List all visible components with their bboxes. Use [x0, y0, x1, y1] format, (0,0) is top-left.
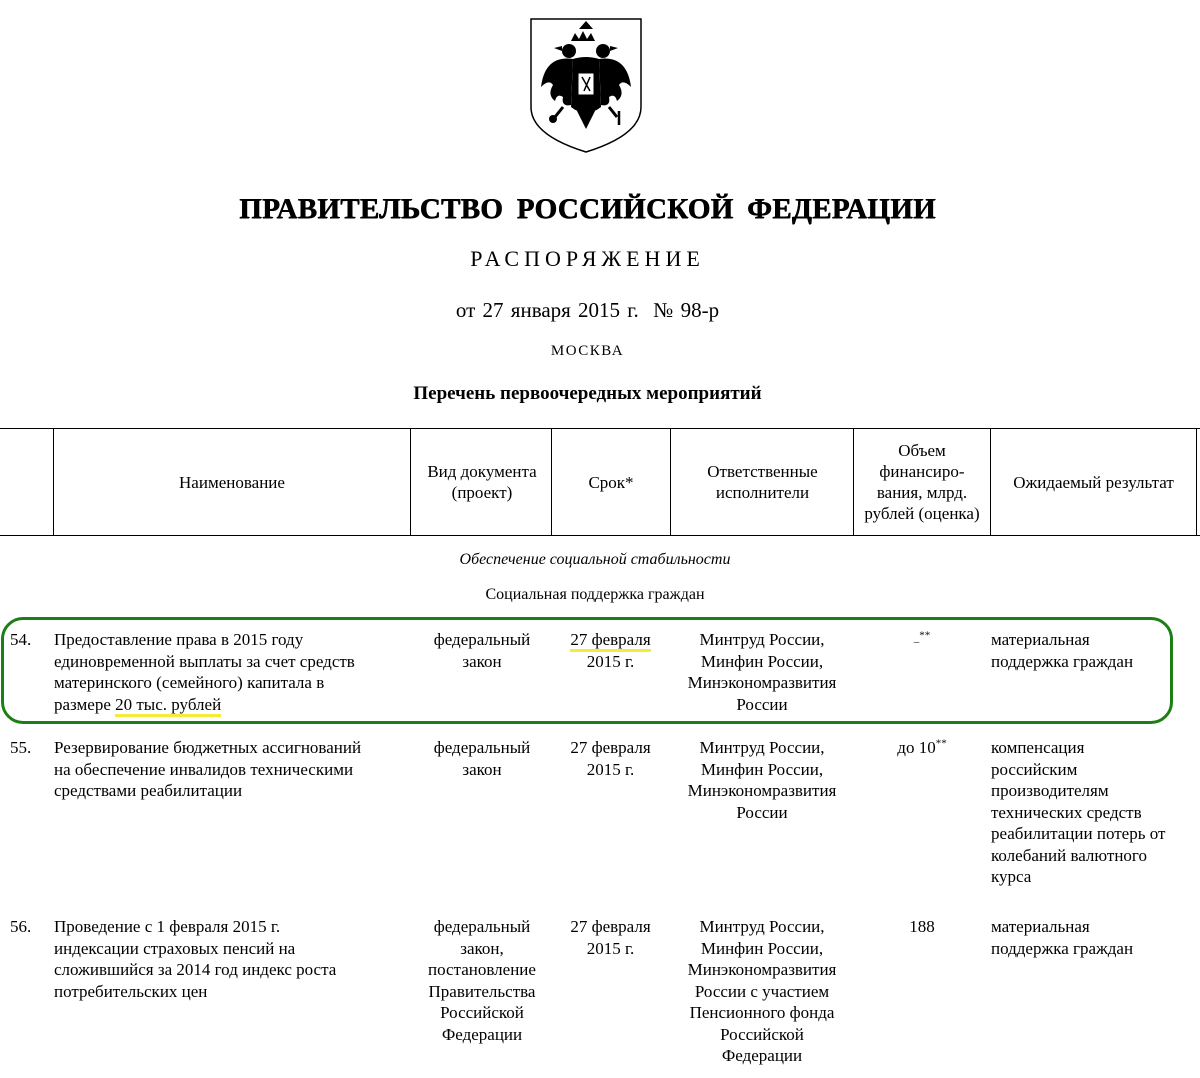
row-doc-line: закон — [462, 759, 502, 779]
row-term — [553, 629, 668, 672]
row-resp-line: Минфин России, — [700, 938, 824, 958]
row-funding — [856, 737, 988, 759]
column-divider — [670, 428, 671, 536]
highlighted-date: 27 февраля — [570, 630, 650, 652]
row-resp-line: России — [736, 694, 788, 714]
row-term-line: 27 февраля — [570, 738, 651, 757]
row-result-line: компенсация — [991, 738, 1085, 757]
highlighted-amount: 20 тыс. рублей — [115, 695, 221, 717]
document-date: от 27 января 2015 г. № 98-р — [455, 298, 720, 322]
row-name-line: единовременной выплаты за счет средств — [54, 651, 355, 671]
row-result — [991, 737, 1196, 888]
funding-footnote: ** — [919, 629, 931, 642]
row-doc-line: федеральный — [433, 917, 531, 936]
row-name — [54, 737, 406, 802]
row-doc-line: федеральный — [433, 630, 531, 649]
coat-of-arms-icon — [527, 15, 645, 155]
row-name — [54, 629, 406, 715]
row-result-line: российским — [991, 759, 1078, 779]
column-divider — [853, 428, 854, 536]
document-type: РАСПОРЯЖЕНИЕ — [470, 246, 705, 271]
table-header-bottom-border — [0, 535, 1200, 536]
row-funding — [856, 629, 988, 654]
row-result-line: курса — [991, 867, 1032, 886]
row-result — [991, 916, 1196, 959]
document-city: МОСКВА — [550, 343, 625, 359]
row-name-line: Резервирование бюджетных ассигнований — [54, 738, 362, 757]
row-resp-line: Минтруд России, — [699, 738, 825, 757]
section-heading: Обеспечение социальной стабильности — [459, 551, 731, 568]
row-name-prefix: размере — [54, 694, 116, 714]
row-result-line: колебаний валютного — [991, 845, 1147, 865]
header-term: Срок* — [588, 472, 634, 492]
row-resp-line: Минтруд России, — [699, 917, 825, 936]
header-result: Ожидаемый результат — [1013, 472, 1174, 492]
row-term — [553, 737, 668, 780]
row-responsible — [672, 916, 852, 1067]
row-responsible — [672, 629, 852, 715]
row-result-line: поддержка граждан — [991, 651, 1134, 671]
row-doc-line: Российской — [440, 1003, 524, 1022]
row-doc-line: закон, — [460, 938, 504, 958]
row-term-line: 2015 г. — [586, 759, 635, 779]
row-name-line: потребительских цен — [54, 981, 208, 1001]
row-name-line: индексации страховых пенсий на — [54, 938, 296, 958]
row-result-line: материальная — [991, 917, 1090, 936]
row-term — [553, 916, 668, 959]
column-divider — [410, 428, 411, 536]
row-resp-line: России с участием — [694, 981, 830, 1001]
header-funding: Объем финансиро-вания, млрд. рублей (оценка) — [864, 441, 980, 523]
column-divider — [1196, 428, 1197, 536]
row-doc-line: федеральный — [433, 738, 531, 757]
government-title: ПРАВИТЕЛЬСТВО РОССИЙСКОЙ ФЕДЕРАЦИИ — [239, 193, 936, 225]
row-responsible — [672, 737, 852, 823]
row-name-line: на обеспечение инвалидов техническими — [54, 759, 354, 779]
row-doc-line: Федерации — [441, 1024, 523, 1044]
header-responsible: Ответственные исполнители — [707, 462, 818, 502]
row-doc-line: Правительства — [428, 981, 536, 1001]
row-name-line: сложившийся за 2014 год индекс роста — [54, 960, 337, 979]
row-resp-line: Федерации — [721, 1046, 803, 1065]
row-resp-line: Пенсионного фонда — [689, 1003, 835, 1022]
row-number: 55. — [10, 738, 32, 757]
row-result-line: технических средств — [991, 802, 1142, 822]
row-term-line: 2015 г. — [586, 651, 635, 671]
row-resp-line: Минфин России, — [700, 651, 824, 671]
row-resp-line: Минтруд России, — [699, 630, 825, 649]
row-name-line: средствами реабилитации — [54, 781, 243, 800]
row-resp-line: России — [736, 802, 788, 822]
row-doc-line: постановление — [428, 960, 536, 979]
row-result-line: реабилитации потерь от — [991, 824, 1166, 843]
row-result — [991, 629, 1196, 672]
row-doc-line: закон — [462, 651, 502, 671]
row-resp-line: Минэкономразвития — [687, 960, 837, 979]
row-doc-type — [413, 629, 551, 672]
row-name-line: Проведение с 1 февраля 2015 г. — [54, 917, 281, 936]
row-result-line: производителям — [991, 781, 1109, 800]
row-funding — [856, 916, 988, 938]
row-doc-type — [413, 737, 551, 780]
subsection-heading: Социальная поддержка граждан — [485, 586, 705, 603]
row-resp-line: Российской — [720, 1024, 804, 1044]
row-resp-line: Минфин России, — [700, 759, 824, 779]
list-title: Перечень первоочередных мероприятий — [413, 383, 762, 404]
row-name-line — [54, 694, 406, 716]
header-name: Наименование — [179, 472, 285, 492]
row-resp-line: Минэкономразвития — [687, 673, 837, 692]
row-number: 54. — [10, 630, 32, 649]
row-term-line: 2015 г. — [586, 938, 635, 958]
row-result-line: материальная — [991, 630, 1090, 649]
funding-value: – — [913, 636, 920, 648]
row-number: 56. — [10, 917, 32, 936]
funding-value: до 10 — [897, 738, 936, 757]
header-doc-type: Вид документа (проект) — [427, 462, 537, 502]
row-name-line: Предоставление права в 2015 году — [54, 630, 304, 649]
row-name — [54, 916, 406, 1002]
row-name-line: материнского (семейного) капитала в — [54, 673, 325, 692]
row-term-line: 27 февраля — [570, 917, 651, 936]
funding-footnote: ** — [935, 737, 947, 750]
row-result-line: поддержка граждан — [991, 938, 1134, 958]
funding-value: 188 — [909, 917, 935, 936]
row-resp-line: Минэкономразвития — [687, 781, 837, 800]
row-doc-type — [413, 916, 551, 1045]
